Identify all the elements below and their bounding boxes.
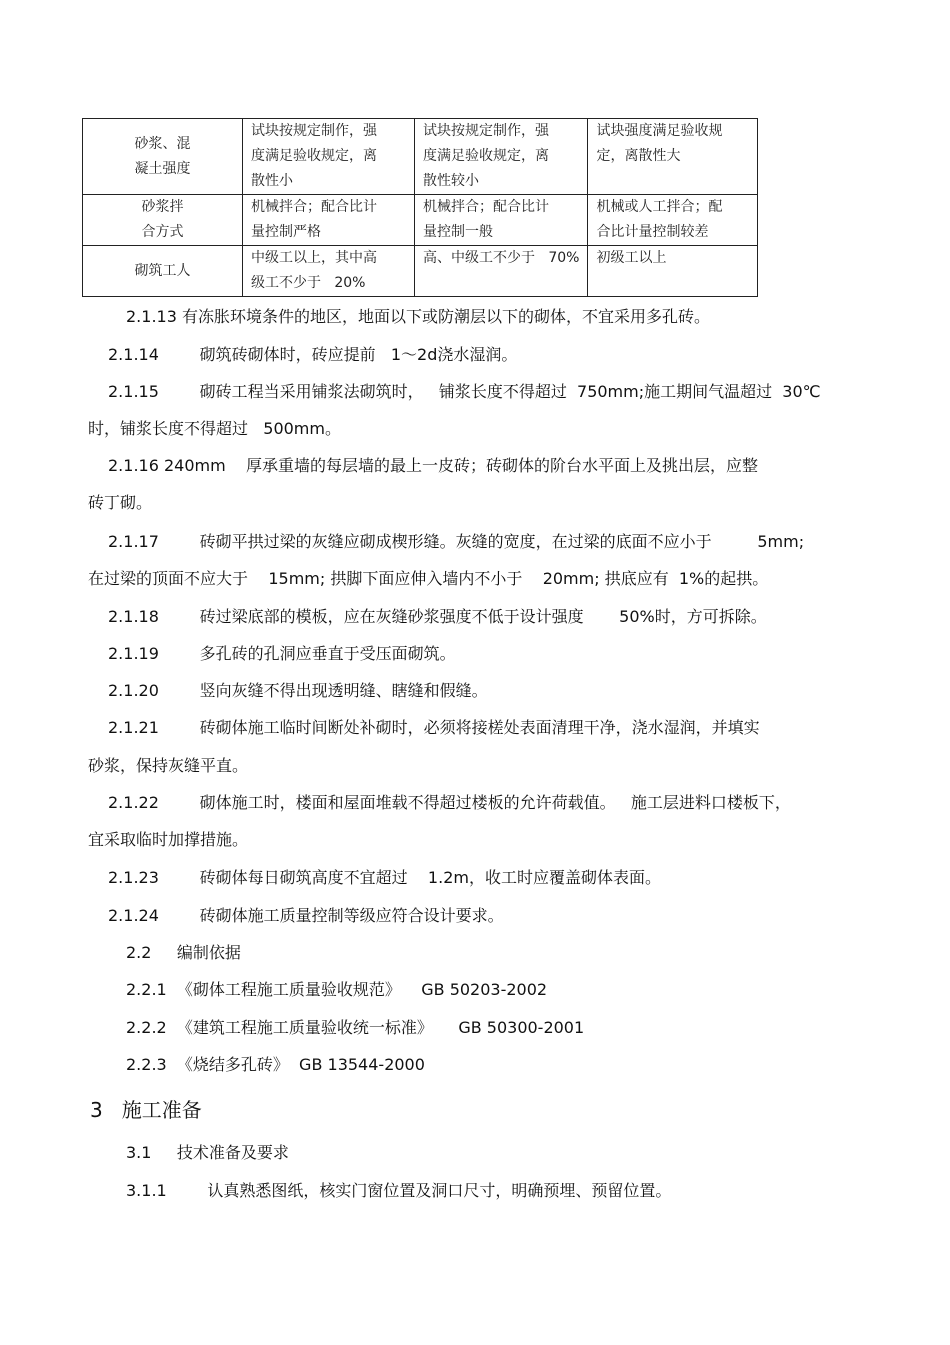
paragraph-2-1-22: 2.1.22 砌体施工时，楼面和屋面堆载不得超过楼板的允许荷载值。 施工层进料口楼板下， xyxy=(108,793,791,812)
table-cell: 机械或人工拌合；配 合比计量控制较差 xyxy=(588,195,758,246)
table-cell: 初级工以上 xyxy=(588,246,758,297)
table-cell: 试块按规定制作，强 度满足验收规定，离 散性较小 xyxy=(415,119,588,195)
section-3-heading: 3 施工准备 xyxy=(90,1098,202,1122)
paragraph-2-1-23: 2.1.23 砖砌体每日砌筑高度不宜超过 1.2m，收工时应覆盖砌体表面。 xyxy=(108,868,661,887)
paragraph-2-1-14: 2.1.14 砌筑砖砌体时，砖应提前 1～2d浇水湿润。 xyxy=(108,345,518,364)
paragraph-2-1-19: 2.1.19 多孔砖的孔洞应垂直于受压面砌筑。 xyxy=(108,644,456,663)
paragraph-2-1-15-cont: 时，铺浆长度不得超过 500mm。 xyxy=(88,419,341,438)
table-row xyxy=(83,119,758,195)
table-cell: 中级工以上，其中高 级工不少于 20% xyxy=(243,246,415,297)
quality-grade-table xyxy=(82,118,758,297)
paragraph-2-1-21-cont: 砂浆，保持灰缝平直。 xyxy=(88,756,249,775)
paragraph-2-1-20: 2.1.20 竖向灰缝不得出现透明缝、瞎缝和假缝。 xyxy=(108,681,488,700)
table-cell: 试块按规定制作，强 度满足验收规定，离 散性小 xyxy=(243,119,415,195)
table-cell: 试块强度满足验收规 定，离散性大 xyxy=(588,119,758,195)
table-cell: 高、中级工不少于 70% xyxy=(415,246,588,297)
paragraph-2-1-18: 2.1.18 砖过梁底部的模板，应在灰缝砂浆强度不低于设计强度 50%时，方可拆除。 xyxy=(108,607,767,626)
paragraph-2-1-21: 2.1.21 砖砌体施工临时间断处补砌时，必须将接槎处表面清理干净，浇水湿润，并填实 xyxy=(108,718,760,737)
reference-2-2-1: 2.2.1 《砌体工程施工质量验收规范》 GB 50203-2002 xyxy=(126,980,548,999)
paragraph-3-1-1: 3.1.1 认真熟悉图纸，核实门窗位置及洞口尺寸，明确预埋、预留位置。 xyxy=(126,1181,672,1200)
paragraph-2-1-24: 2.1.24 砖砌体施工质量控制等级应符合设计要求。 xyxy=(108,906,504,925)
reference-2-2-2: 2.2.2 《建筑工程施工质量验收统一标准》 GB 50300-2001 xyxy=(126,1018,585,1037)
table-cell: 机械拌合；配合比计 量控制严格 xyxy=(243,195,415,246)
paragraph-2-1-15: 2.1.15 砌砖工程当采用铺浆法砌筑时， 铺浆长度不得超过 750mm;施工期间气温超过 30℃ xyxy=(108,382,821,401)
paragraph-2-1-17: 2.1.17 砖砌平拱过梁的灰缝应砌成楔形缝。灰缝的宽度，在过梁的底面不应小于 5mm; xyxy=(108,532,805,551)
row-label: 砌筑工人 xyxy=(83,246,243,297)
paragraph-2-1-17-cont: 在过梁的顶面不应大于 15mm; 拱脚下面应伸入墙内不小于 20mm; 拱底应有 1%的起拱。 xyxy=(88,569,769,588)
section-2-2-heading: 2.2 编制依据 xyxy=(126,943,241,962)
paragraph-2-1-16: 2.1.16 240mm 厚承重墙的每层墙的最上一皮砖；砖砌体的阶台水平面上及挑出层，应整 xyxy=(108,456,759,475)
table-row xyxy=(83,195,758,246)
reference-2-2-3: 2.2.3 《烧结多孔砖》 GB 13544-2000 xyxy=(126,1055,425,1074)
paragraph-2-1-13: 2.1.13 有冻胀环境条件的地区，地面以下或防潮层以下的砌体，不宜采用多孔砖。 xyxy=(126,307,710,326)
row-label: 砂浆、混 凝土强度 xyxy=(83,119,243,195)
row-label: 砂浆拌 合方式 xyxy=(83,195,243,246)
table-row xyxy=(83,246,758,297)
section-3-1-heading: 3.1 技术准备及要求 xyxy=(126,1143,289,1162)
paragraph-2-1-22-cont: 宜采取临时加撑措施。 xyxy=(88,830,249,849)
paragraph-2-1-16-cont: 砖丁砌。 xyxy=(88,493,153,512)
table-cell: 机械拌合；配合比计 量控制一般 xyxy=(415,195,588,246)
